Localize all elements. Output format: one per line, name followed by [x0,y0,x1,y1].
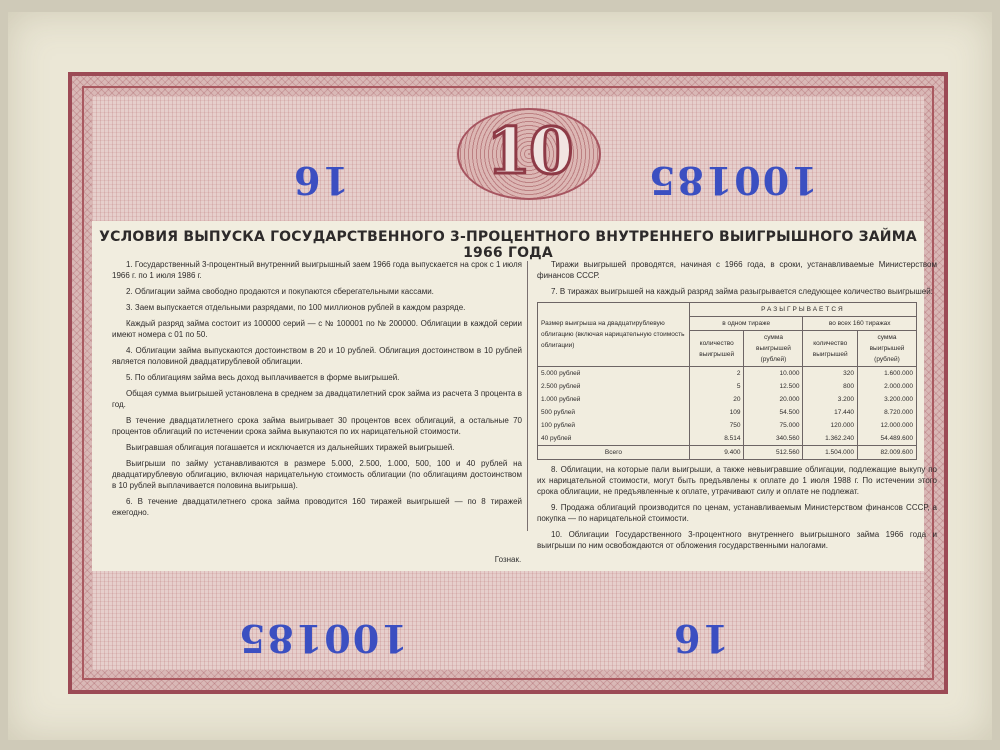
table-header-count: количество выигрышей [689,331,744,367]
table-header-all-draws: во всех 160 тиражах [803,317,917,331]
prize-sum: 54.500 [744,406,803,419]
term-paragraph: Выигрыши по займу устанавливаются в размере 5.000, 2.500, 1.000, 500, 100 и 40 рублей на двадцатирублевую облигацию, включая нарицательную стоимость облигации (по облигациям достоинством в 10 рублей выплачивается половина выигрыша). [112,459,522,490]
table-row [538,432,917,446]
prize-sum: 340.560 [744,432,803,446]
term-paragraph: В течение двадцатилетнего срока займа выигрывает 30 процентов всех облигаций, а остальные 70 процентов облигаций по истечении срока займа выкупаются по их нарицательной стоимости. [112,416,522,436]
table-row [538,380,917,393]
term-paragraph: Каждый разряд займа состоит из 100000 серий — с № 100001 по № 200000. Облигации в каждой серии имеют номера с 01 по 50. [112,319,522,339]
table-header-sum: сумма выигрышей (рублей) [744,331,803,367]
prize-sum: 75.000 [744,419,803,432]
prize-count: 2 [689,367,744,381]
prize-count: 750 [689,419,744,432]
prize-count-total: 800 [803,380,858,393]
prize-size: 40 рублей [538,432,690,446]
table-row [538,406,917,419]
prize-sum-total: 3.200.000 [858,393,917,406]
term-paragraph: 8. Облигации, на которые пали выигрыши, а также невыигравшие облигации, подлежащие выкупу по их нарицательной стоимости, могут быть предъявлены к оплате до 1 июля 1988 г. По истечении этого срока облигации, не предъявленные к оплате, утрачивают силу и оплате не подлежат. [537,465,937,496]
term-paragraph: Общая сумма выигрышей установлена в среднем за двадцатилетний срок займа из расчета 3 процента в год. [112,389,522,409]
column-divider [527,261,528,531]
term-paragraph: 4. Облигации займа выпускаются достоинством в 20 и 10 рублей. Облигация достоинством в 10 рублей является половиной двадцатирублевой облигации. [112,346,522,366]
prize-count-total: 320 [803,367,858,381]
printer-mark: Гознак. [494,555,522,564]
terms-panel [92,221,937,571]
serial-number-bottom: 100185 [237,616,408,661]
term-paragraph: 6. В течение двадцатилетнего срока займа проводится 160 тиражей выигрышей — по 8 тиражей ежегодно. [112,497,522,517]
series-number-top: 16 [292,158,349,203]
bottom-guilloche-band [92,565,924,670]
prize-sum-total: 12.000.000 [858,419,917,432]
prize-count-total: 120.000 [803,419,858,432]
table-header-group: РАЗЫГРЫВАЕТСЯ [689,303,916,317]
total-sum-all: 82.009.600 [858,446,917,460]
term-paragraph: 7. В тиражах выигрышей на каждый разряд займа разыгрывается следующее количество выигрышей: [551,287,933,296]
term-paragraph: Выигравшая облигация погашается и исключается из дальнейших тиражей выигрышей. [126,443,455,452]
terms-right-column [537,259,937,556]
total-count: 9.400 [689,446,744,460]
prize-sum: 12.500 [744,380,803,393]
prize-sum-total: 1.600.000 [858,367,917,381]
term-paragraph: 1. Государственный 3-процентный внутренний выигрышный заем 1966 года выпускается на срок с 1 июля 1966 г. по 1 июля 1986 г. [112,260,522,280]
term-paragraph: 9. Продажа облигаций производится по ценам, устанавливаемым Министерством финансов СССР, а покупка — по нарицательной стоимости. [537,503,937,523]
table-row [538,393,917,406]
term-paragraph: 2. Облигации займа свободно продаются и покупаются сберегательными кассами. [126,287,434,296]
prize-count: 5 [689,380,744,393]
bond-paper [8,12,992,740]
prize-size: 1.000 рублей [538,393,690,406]
prize-size: 5.000 рублей [538,367,690,381]
table-row [538,419,917,432]
prize-size: 2.500 рублей [538,380,690,393]
table-header-one-draw: в одном тираже [689,317,803,331]
total-count-all: 1.504.000 [803,446,858,460]
term-paragraph: Тиражи выигрышей проводятся, начиная с 1966 года, в сроки, устанавливаемые Министерством финансов СССР. [537,260,937,280]
prize-count-total: 1.362.240 [803,432,858,446]
prize-sum-total: 2.000.000 [858,380,917,393]
denomination: 10 [486,114,572,189]
prize-sum: 20.000 [744,393,803,406]
prize-sum-total: 54.489.600 [858,432,917,446]
prize-count: 20 [689,393,744,406]
prize-count-total: 3.200 [803,393,858,406]
terms-title: УСЛОВИЯ ВЫПУСКА ГОСУДАРСТВЕННОГО 3-ПРОЦЕНТНОГО ВНУТРЕННЕГО ВЫИГРЫШНОГО ЗАЙМА 1966 ГОДА [99,229,917,261]
table-row [538,367,917,381]
term-paragraph: 10. Облигации Государственного 3-процентного внутреннего выигрышного займа 1966 года и выигрыши по ним освобождаются от обложения государственными налогами. [537,530,937,550]
term-paragraph: 5. По облигациям займа весь доход выплачивается в форме выигрышей. [126,373,400,382]
table-header-sum: сумма выигрышей (рублей) [858,331,917,367]
ornamental-frame [68,72,948,694]
prize-count: 109 [689,406,744,419]
denomination-rosette [457,108,601,200]
prize-count: 8.514 [689,432,744,446]
series-number-bottom: 16 [672,616,729,661]
prize-sum-total: 8.720.000 [858,406,917,419]
prize-sum: 10.000 [744,367,803,381]
term-paragraph: 3. Заем выпускается отдельными разрядами, по 100 миллионов рублей в каждом разряде. [126,303,466,312]
prize-size: 500 рублей [538,406,690,419]
table-header-size: Размер выигрыша на двадцатирублевую облигацию (включая нарицательную стоимость облигации) [538,303,690,367]
prize-table [537,302,917,460]
table-total-row [538,446,917,460]
table-header-count: количество выигрышей [803,331,858,367]
total-label: Всего [538,446,690,460]
prize-count-total: 17.440 [803,406,858,419]
serial-number-top: 100185 [647,158,818,203]
terms-left-column [112,259,522,523]
total-sum: 512.560 [744,446,803,460]
prize-size: 100 рублей [538,419,690,432]
